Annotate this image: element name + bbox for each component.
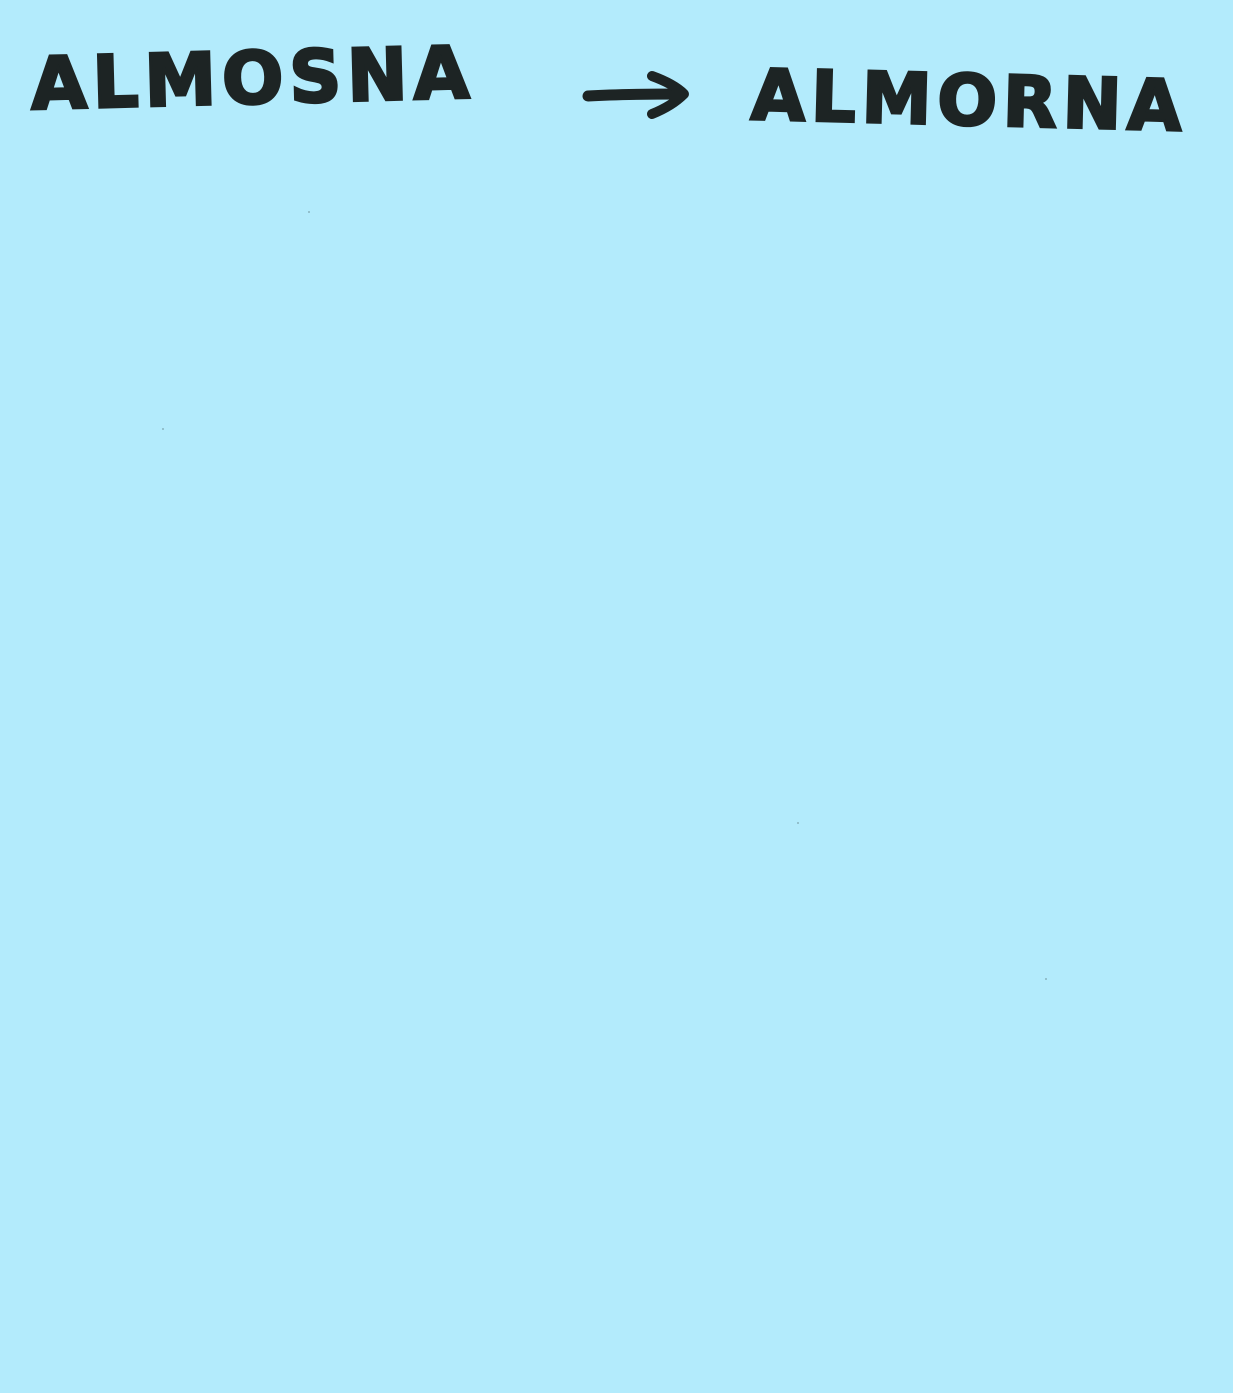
paper-speck: [308, 211, 310, 213]
paper-speck: [162, 428, 164, 430]
paper-speck: [1045, 978, 1047, 980]
handwritten-line: [0, 0, 1233, 190]
original-word: ALMOSNA: [29, 30, 477, 126]
transformed-word: ALMORNA: [750, 54, 1189, 148]
paper-speck: [797, 822, 799, 824]
right-arrow-icon: [582, 70, 692, 120]
